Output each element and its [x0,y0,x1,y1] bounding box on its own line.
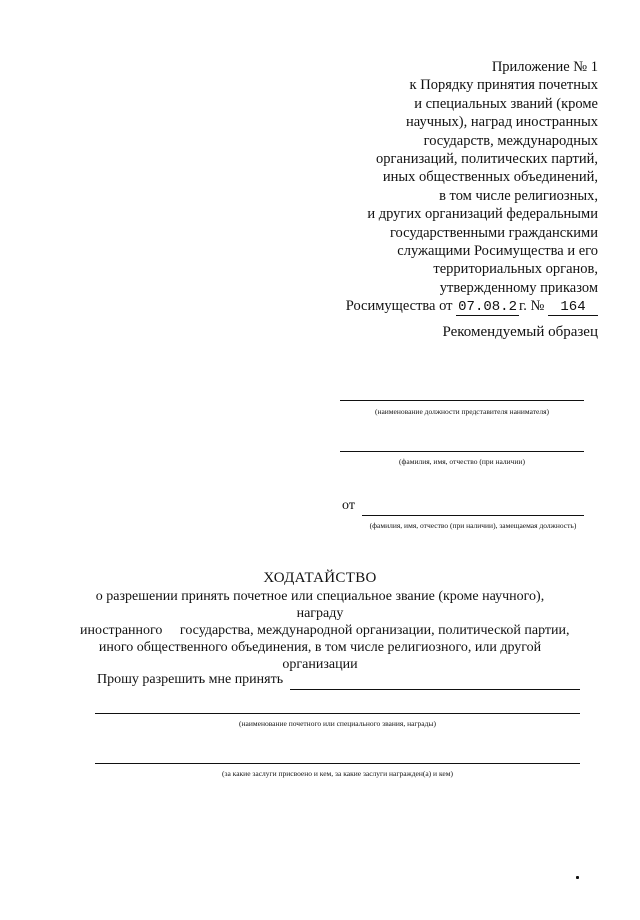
appendix-header [298,58,598,316]
appendix-line: государственными гражданскими [389,224,598,241]
request-line[interactable] [290,689,580,690]
subject-line: организации [282,657,358,672]
scan-speck [576,876,579,879]
petition-title [80,570,570,673]
order-number: 164 [548,300,598,316]
appendix-line: организаций, политических партий, [376,151,598,168]
award-line[interactable] [95,713,580,714]
order-prefix: Росимущества от [345,298,453,315]
order-number-label: № [530,298,545,315]
order-date: 07.08.2 [458,299,517,316]
position-caption: (наименование должности представителя нанимателя) [374,407,550,416]
order-reference [298,297,598,316]
from-caption: (фамилия, имя, отчество (при наличии), замещаемая должность) [369,521,577,530]
appendix-line: территориальных органов, [433,261,598,278]
appendix-line: служащими Росимущества и его [397,243,598,260]
request-label: Прошу разрешить мне принять [97,672,284,687]
name-caption: (фамилия, имя, отчество (при наличии) [399,457,525,466]
subject-line: иностранного государства, международной организации, политической партии, [80,623,570,638]
sample-label: Рекомендуемый образец [442,324,598,340]
name-line[interactable] [340,451,584,452]
from-label: от [342,498,355,513]
appendix-line: утвержденному приказом [439,279,598,296]
from-line[interactable] [362,515,584,516]
petition-heading: ХОДАТАЙСТВО [263,570,377,586]
award-caption: (наименование почетного или специального звания, награды) [239,719,436,728]
appendix-line: и других организаций федеральными [367,206,598,223]
appendix-line: научных), наград иностранных [406,114,598,131]
subject-line: иного общественного объединения, в том числе религиозного, или другой [98,640,542,655]
order-year-suffix: г. [518,298,527,315]
appendix-line: в том числе религиозных, [439,187,598,204]
position-line[interactable] [340,400,584,401]
appendix-line: государств, международных [423,132,598,149]
subject-line: о разрешении принять почетное или специальное звание (кроме научного), награду [95,589,545,621]
merit-line[interactable] [95,763,580,764]
merit-caption: (за какие заслуги присвоено и кем, за какие заслуги награжден(а) и кем) [222,769,453,778]
appendix-line: и специальных званий (кроме [414,95,598,112]
appendix-line: Приложение № 1 [491,59,598,75]
appendix-line: к Порядку принятия почетных [409,77,598,94]
appendix-line: иных общественных объединений, [382,169,598,186]
